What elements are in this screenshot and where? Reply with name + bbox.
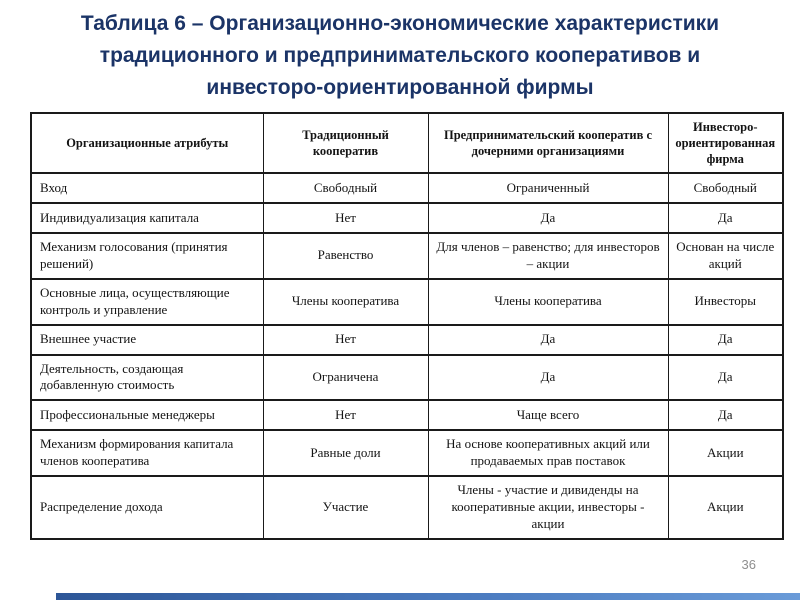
characteristics-table — [30, 112, 784, 540]
table-cell: Акции — [668, 476, 783, 539]
table-cell: Да — [428, 355, 668, 401]
slide-title — [20, 8, 780, 104]
table-cell: Нет — [263, 400, 428, 430]
table-cell: Члены кооператива — [428, 279, 668, 325]
title-line-2: традиционного и предпринимательского кооперативов и — [99, 44, 701, 67]
table-cell: Деятельность, создающая добавленную стоимость — [31, 355, 263, 401]
table-cell: Члены кооператива — [263, 279, 428, 325]
table-cell: Механизм голосования (принятия решений) — [31, 233, 263, 279]
table-cell: Инвесторы — [668, 279, 783, 325]
table-cell: Вход — [31, 173, 263, 203]
page-number: 36 — [741, 557, 756, 572]
table-cell: Ограниченный — [428, 173, 668, 203]
header-traditional-coop: Традиционный кооператив — [263, 113, 428, 173]
table-cell: Да — [428, 325, 668, 355]
table-row — [31, 476, 783, 539]
table-cell: Индивидуализация капитала — [31, 203, 263, 233]
table-header-row — [31, 113, 783, 173]
table-cell: Основные лица, осуществляющие контроль и управление — [31, 279, 263, 325]
table-cell: Механизм формирования капитала членов кооператива — [31, 430, 263, 476]
header-org-attributes: Организационные атрибуты — [31, 113, 263, 173]
title-line-1: Таблица 6 – Организационно-экономические характеристики — [80, 12, 720, 35]
table-row — [31, 203, 783, 233]
table-row — [31, 233, 783, 279]
title-line-3: инвесторо-ориентированной фирмы — [206, 76, 594, 99]
table-cell: Да — [428, 203, 668, 233]
table-cell: Распределение дохода — [31, 476, 263, 539]
table-cell: Профессиональные менеджеры — [31, 400, 263, 430]
table-cell: Основан на числе акций — [668, 233, 783, 279]
table-cell: Да — [668, 355, 783, 401]
table-cell: Свободный — [263, 173, 428, 203]
table-row — [31, 279, 783, 325]
table-cell: Равные доли — [263, 430, 428, 476]
header-entrepreneurial-coop: Предпринимательский кооператив с дочерними организациями — [428, 113, 668, 173]
footer-accent-bar — [56, 593, 800, 600]
table-cell: Ограничена — [263, 355, 428, 401]
table-row — [31, 400, 783, 430]
table-cell: Чаще всего — [428, 400, 668, 430]
table-cell: Да — [668, 203, 783, 233]
table-row — [31, 430, 783, 476]
table-cell: Равенство — [263, 233, 428, 279]
table-cell: Да — [668, 400, 783, 430]
table-cell: Да — [668, 325, 783, 355]
table-cell: На основе кооперативных акций или продаваемых прав поставок — [428, 430, 668, 476]
table-row — [31, 355, 783, 401]
table-cell: Для членов – равенство; для инвесторов – акции — [428, 233, 668, 279]
table-row — [31, 325, 783, 355]
table-cell: Внешнее участие — [31, 325, 263, 355]
table-cell: Участие — [263, 476, 428, 539]
table-cell: Нет — [263, 325, 428, 355]
table-cell: Члены - участие и дивиденды на кооперативные акции, инвесторы - акции — [428, 476, 668, 539]
table-cell: Свободный — [668, 173, 783, 203]
table-cell: Акции — [668, 430, 783, 476]
table-cell: Нет — [263, 203, 428, 233]
table-row — [31, 173, 783, 203]
header-investor-firm: Инвесторо-ориентированная фирма — [668, 113, 783, 173]
